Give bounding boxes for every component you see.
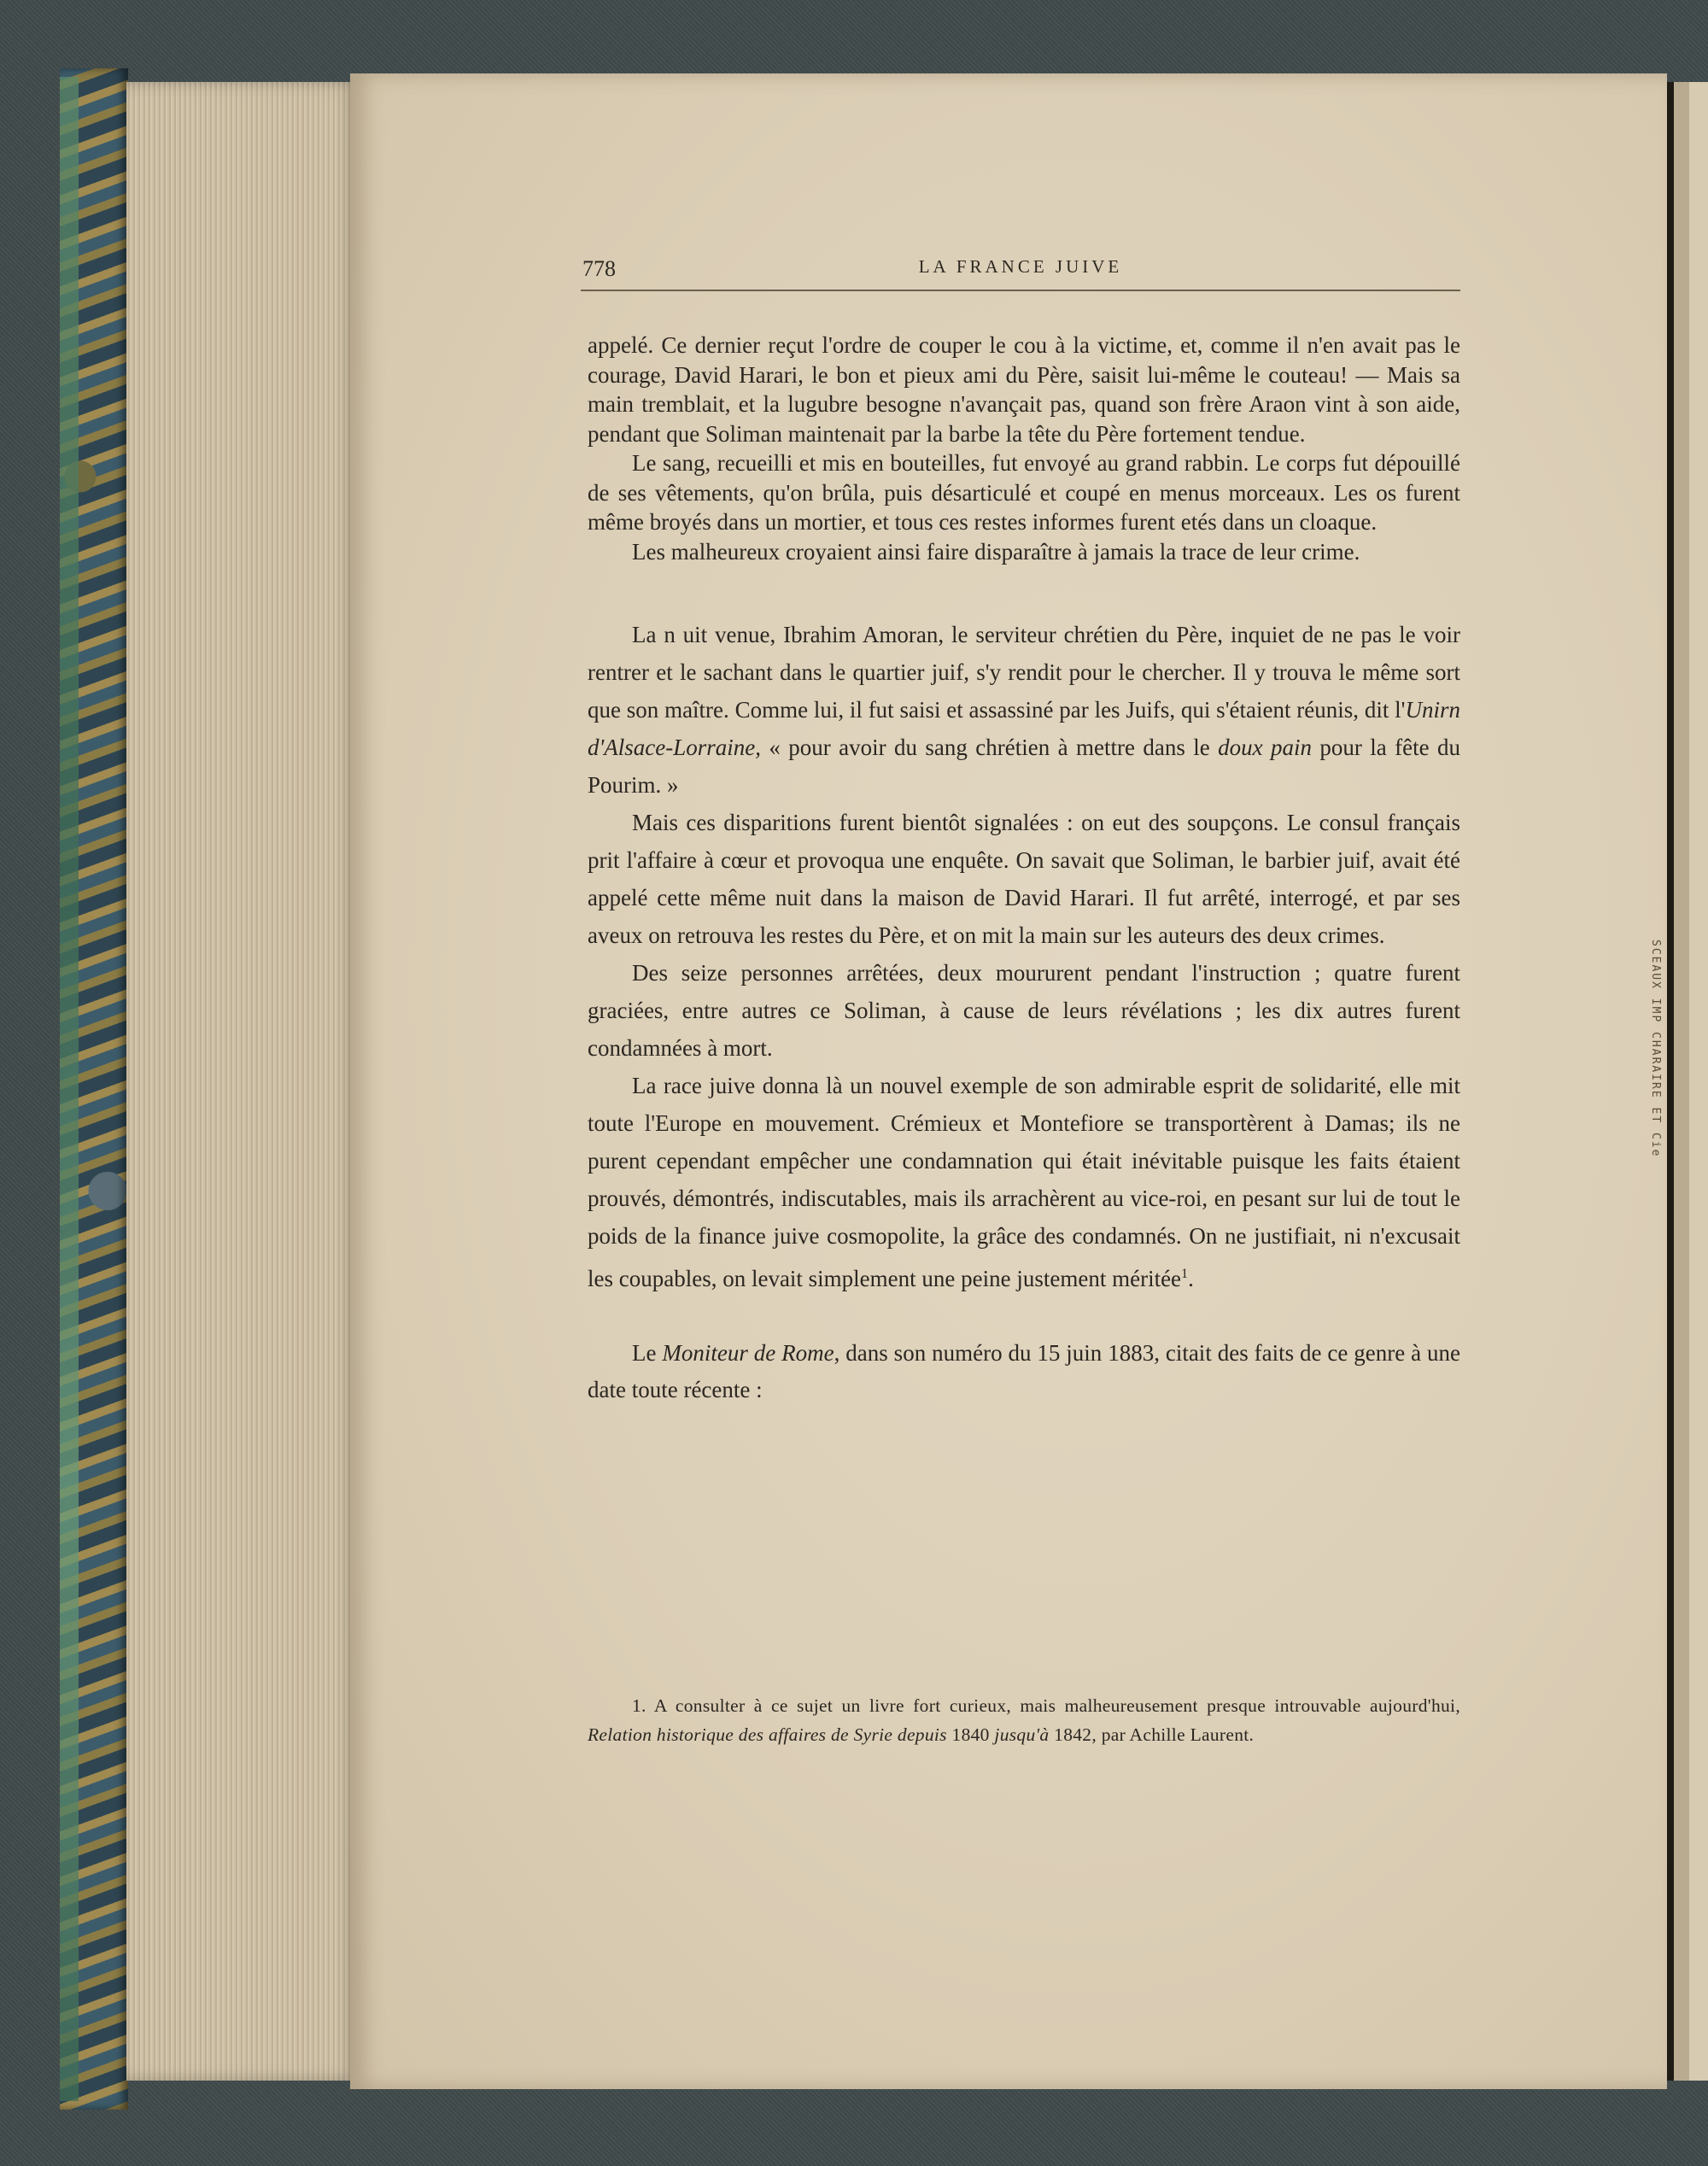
page-stack: [126, 82, 359, 2081]
printer-margin-stamp: SCEAUX IMP CHARAIRE ET Cie: [1649, 940, 1662, 1158]
next-page-edge: [1667, 82, 1708, 2081]
paragraph: La n uit venue, Ibrahim Amoran, le serviteur chrétien du Père, inquiet de ne pas le voir rentrer et le sachant dans le quartier juif, s'y rendit pour le chercher. Il y trouva le même sort que son maître. Comme lui, il fut saisi et assassiné par les Juifs, qui s'étaient réunis, dit l'Unirn d'Alsace-Lorraine, « pour avoir du sang chrétien à mettre dans le doux pain pour la fête du Pourim. »: [588, 622, 1460, 798]
page-number: 778: [582, 256, 616, 281]
paragraph: Le Moniteur de Rome, dans son numéro du 15 juin 1883, citait des faits de ce genre à une date toute récente :: [588, 1340, 1460, 1402]
paragraph: Les malheureux croyaient ainsi faire disparaître à jamais la trace de leur crime.: [632, 538, 1360, 565]
header-rule: [581, 290, 1460, 291]
page-body: [588, 331, 1460, 1408]
paragraph: Mais ces disparitions furent bientôt signalées : on eut des soupçons. Le consul français prit l'affaire à cœur et provoqua une enquête. On savait que Soliman, le barbier juif, avait été appelé cette même nuit dans la maison de David Harari. Il fut arrêté, interrogé, et par ses aveux on retrouva les restes du Père, et on mit la main sur les auteurs des deux crimes.: [588, 810, 1460, 948]
paragraph: La race juive donna là un nouvel exemple de son admirable esprit de solidarité, elle mit toute l'Europe en mouvement. Crémieux et Montefiore se transportèrent à Damas; ils ne purent cependant empêcher une condamnation qui était inévitable puisque les faits étaient prouvés, démontrés, indiscutables, mais ils arrachèrent au vice-roi, en pesant sur lui de tout le poids de la finance juive cosmopolite, la grâce des condamnés. On ne justifiait, ni n'excusait les coupables, on levait simplement une peine justement méritée$^1$.: [588, 1073, 1460, 1291]
page-header: [581, 249, 1460, 292]
footnote-marker: 1: [1181, 1266, 1189, 1281]
green-binding-edge: [60, 77, 79, 2101]
paragraph: appelé. Ce dernier reçut l'ordre de couper le cou à la victime, et, comme il n'en avait pas le courage, David Harari, le bon et pieux ami du Père, saisit lui-même le couteau! — Mais sa main tremblait, et la lugubre besogne n'avançait pas, quand son frère Araon vint à son aide, pendant que Soliman maintenait par la barbe la tête du Père fortement tendue.: [588, 332, 1460, 447]
paragraph: Des seize personnes arrêtées, deux moururent pendant l'instruction ; quatre furent graciées, entre autres ce Soliman, à cause de leurs révélations ; les dix autres furent condamnées à mort.: [588, 960, 1460, 1061]
footnote-text: 1. A consulter à ce sujet un livre fort curieux, mais malheureusement presque introuvable aujourd'hui, Relation historique des affaires de Syrie depuis 1840 jusqu'à 1842, par Achille Laurent.: [588, 1695, 1460, 1745]
running-title: LA FRANCE JUIVE: [918, 256, 1123, 277]
footnote: [588, 1691, 1460, 1749]
paragraph: Le sang, recueilli et mis en bouteilles, fut envoyé au grand rabbin. Le corps fut dépouillé de ses vêtements, qu'on brûla, puis désarticulé et coupé en menus morceaux. Les os furent même broyés dans un mortier, et tous ces restes informes furent etés dans un cloaque.: [588, 450, 1460, 535]
